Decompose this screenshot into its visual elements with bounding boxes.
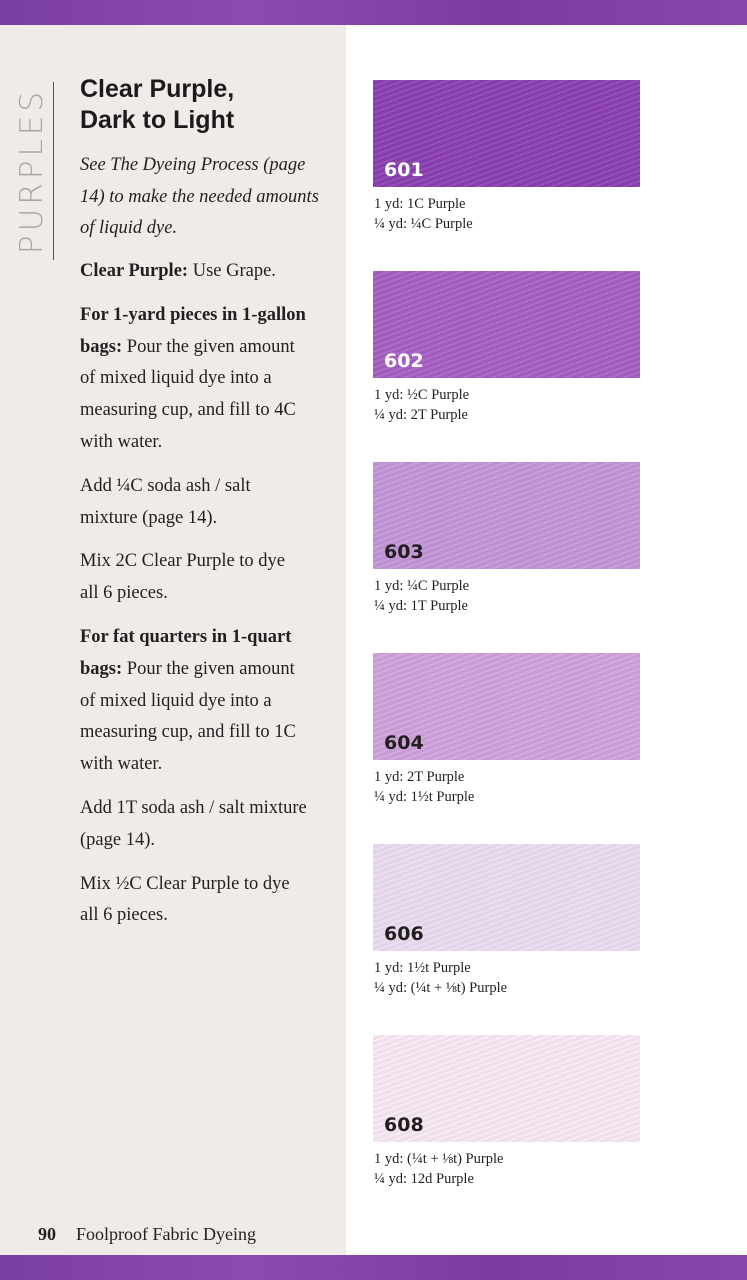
paragraph-text: Mix 2C Clear Purple to dye all 6 pieces. xyxy=(80,551,286,604)
instruction-paragraph xyxy=(80,471,308,535)
swatch-601 xyxy=(373,80,640,234)
swatch-602 xyxy=(373,271,640,425)
intro-text: See The Dyeing Process (page 14) to make the needed amounts of liquid dye. xyxy=(80,155,319,238)
swatch-604 xyxy=(373,653,640,807)
paragraph-text: Mix ½C Clear Purple to dye all 6 pieces. xyxy=(80,873,290,926)
instruction-paragraph xyxy=(80,793,308,857)
fabric-swatch xyxy=(373,653,640,760)
recipe-1yd: 1 yd: 1C Purple xyxy=(374,196,466,212)
recipe-1yd: 1 yd: ¼C Purple xyxy=(374,578,470,594)
recipe-1yd: 1 yd: (¼t + ⅛t) Purple xyxy=(374,1151,504,1167)
section-tab-label: PURPLES xyxy=(14,87,50,255)
recipe-quarter-yd: ¼ yd: (¼t + ⅛t) Purple xyxy=(374,980,508,996)
swatch-recipe xyxy=(374,194,640,234)
fabric-swatch xyxy=(373,1035,640,1142)
swatch-number: 604 xyxy=(384,732,424,754)
swatch-number: 603 xyxy=(384,541,424,563)
fabric-swatch xyxy=(373,271,640,378)
paragraph-heading: For 1-yard pieces in 1-gallon bags: xyxy=(80,304,306,357)
bottom-color-band xyxy=(0,1255,747,1280)
swatch-recipe xyxy=(374,576,640,616)
recipe-1yd: 1 yd: 2T Purple xyxy=(374,769,465,785)
title-line-2: Dark to Light xyxy=(80,106,235,134)
recipe-quarter-yd: ¼ yd: ¼C Purple xyxy=(374,216,473,232)
recipe-quarter-yd: ¼ yd: 1½t Purple xyxy=(374,789,475,805)
swatch-603 xyxy=(373,462,640,616)
recipe-quarter-yd: ¼ yd: 1T Purple xyxy=(374,598,468,614)
instruction-paragraph xyxy=(80,622,308,781)
page-title xyxy=(80,74,320,136)
fabric-swatch xyxy=(373,844,640,951)
swatch-recipe xyxy=(374,767,640,807)
title-line-1: Clear Purple, xyxy=(80,75,235,103)
paragraph-heading: Clear Purple: xyxy=(80,261,189,281)
swatch-number: 602 xyxy=(384,350,424,372)
swatch-recipe xyxy=(374,958,640,998)
paragraph-text: Pour the given amount of mixed liquid dye into a measuring cup, and fill to 1C with water. xyxy=(80,658,296,775)
recipe-quarter-yd: ¼ yd: 2T Purple xyxy=(374,407,468,423)
recipe-1yd: 1 yd: 1½t Purple xyxy=(374,960,471,976)
swatch-608 xyxy=(373,1035,640,1189)
instructions xyxy=(80,256,308,944)
paragraph-text: Add ¼C soda ash / salt mixture (page 14). xyxy=(80,475,251,528)
fabric-swatch xyxy=(373,80,640,187)
recipe-1yd: 1 yd: ½C Purple xyxy=(374,387,470,403)
paragraph-text: Pour the given amount of mixed liquid dye into a measuring cup, and fill to 4C with water. xyxy=(80,336,296,452)
book-title: Foolproof Fabric Dyeing xyxy=(76,1224,256,1244)
section-tab xyxy=(12,80,52,262)
folio xyxy=(38,1224,256,1245)
fabric-swatch xyxy=(373,462,640,569)
top-color-band xyxy=(0,0,747,25)
divider xyxy=(53,82,54,260)
instruction-paragraph xyxy=(80,256,308,288)
swatch-number: 606 xyxy=(384,923,424,945)
page-number: 90 xyxy=(38,1224,56,1244)
paragraph-heading: For fat quarters in 1-quart bags: xyxy=(80,626,292,679)
paragraph-text: Use Grape. xyxy=(188,261,276,281)
swatch-606 xyxy=(373,844,640,998)
swatch-number: 608 xyxy=(384,1114,424,1136)
recipe-quarter-yd: ¼ yd: 12d Purple xyxy=(374,1171,474,1187)
paragraph-text: Add 1T soda ash / salt mixture (page 14). xyxy=(80,797,307,850)
swatch-recipe xyxy=(374,1149,640,1189)
instruction-paragraph xyxy=(80,869,308,933)
swatch-number: 601 xyxy=(384,159,424,181)
swatch-recipe xyxy=(374,385,640,425)
instruction-paragraph xyxy=(80,546,308,610)
instruction-paragraph xyxy=(80,300,308,459)
